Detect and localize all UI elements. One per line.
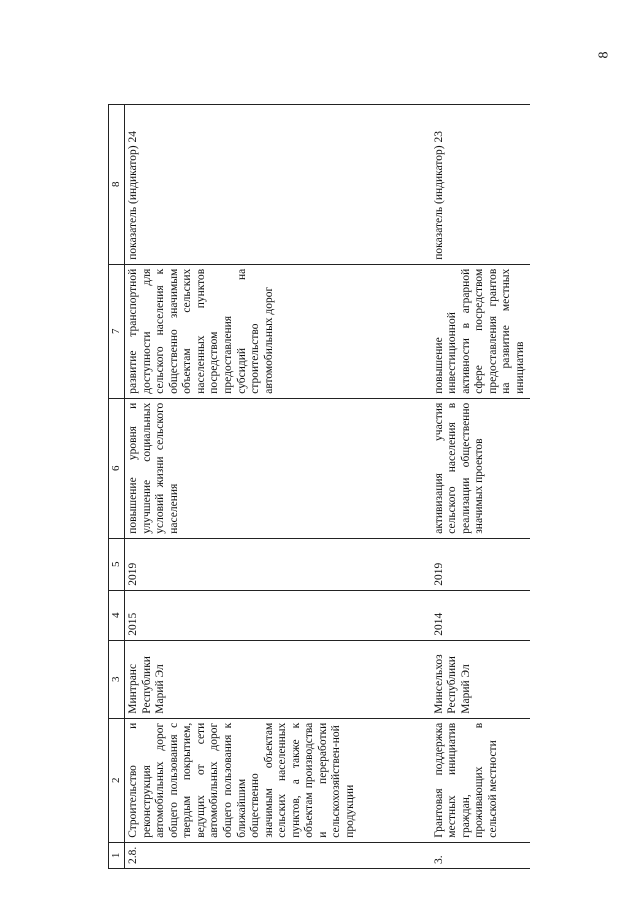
executor: Минтранс Республики Марий Эл [125,640,431,718]
start-year: 2014 [431,590,531,640]
page-number: 8 [596,51,612,59]
indicator: показатель (индикатор) 24 [125,104,431,264]
end-year: 2019 [431,538,531,590]
column-header: 8 [109,104,125,264]
column-header: 2 [109,718,125,842]
end-year: 2019 [125,538,431,590]
start-year: 2015 [125,590,431,640]
column-header: 3 [109,640,125,718]
program-table [108,104,530,869]
table-row [125,104,431,868]
expected-result: активизация участия сельского населения в реализации общественно значимых проектов [431,398,531,538]
column-header: 7 [109,264,125,398]
expected-result: повышение уровня и улучшение социальных условий жизни сельского населения [125,398,431,538]
program-link: развитие транспортной доступности для сельского населения к общественно значимым объектам сельских населенных пунктов посредством предоставления субсидий на строительство автомобильных дорог [125,264,431,398]
table-header-row [109,104,125,868]
table-row [431,104,531,868]
column-header: 5 [109,538,125,590]
column-header: 4 [109,590,125,640]
row-number: 2.8. [125,842,431,868]
executor: Минсельхоз Республики Марий Эл [431,640,531,718]
column-header: 1 [109,842,125,868]
row-number: 3. [431,842,531,868]
event-name: Грантовая поддержка местных инициатив граждан, проживающих в сельской местности [431,718,531,842]
indicator: показатель (индикатор) 23 [431,104,531,264]
event-name: Строительство и реконструкция автомобильных дорог общего пользования с твердым покрытием, ведущих от сети автомобильных дорог общего пользования к ближайшим общественно значимым объектам сельских населенных пунктов, а также к объектам производства и переработки сельскохозяйствен-ной продукции [125,718,431,842]
column-header: 6 [109,398,125,538]
program-link: повышение инвестиционной активности в аграрной сфере посредством предоставления грантов на развитие местных инициатив [431,264,531,398]
